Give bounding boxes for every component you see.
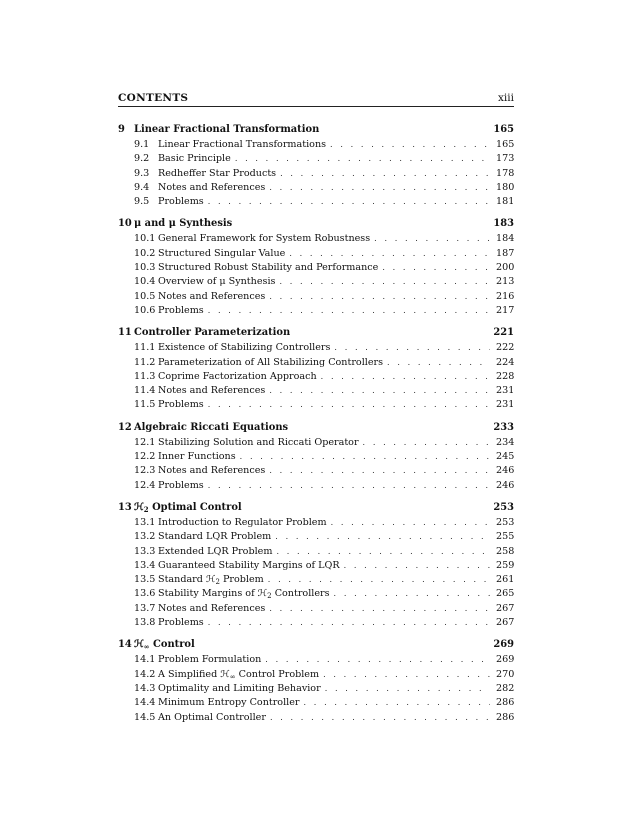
section-page: 245 [496,451,515,463]
sec-title[interactable]: Linear Fractional Transformations [158,139,327,150]
section-number: 14.1 [134,654,156,666]
chapter-page: 165 [493,124,514,135]
dot-leader [330,140,490,149]
section-number: 9.5 [134,196,150,208]
section-number: 12.1 [134,436,156,448]
section-number: 11.2 [134,356,156,368]
sec-title[interactable]: Stabilizing Solution and Riccati Operator [158,436,359,448]
section-page: 259 [496,559,515,571]
sec-title[interactable]: Structured Robust Stability and Performance [158,262,379,274]
dot-leader [334,589,490,598]
dot-leader [363,438,490,447]
sec-title[interactable]: Inner Functions [158,451,236,463]
page-number: xiii [498,92,514,104]
section-page: 261 [496,574,515,586]
chap-title[interactable]: Linear Fractional Transformation [134,124,320,135]
section-number: 12.3 [134,465,156,477]
sec-title[interactable]: Extended LQR Problem [158,545,273,557]
section-entry[interactable] [118,233,514,247]
chapter-entry[interactable] [118,327,514,342]
dot-leader [208,306,490,315]
sec-title[interactable]: General Framework for System Robustness [158,233,371,245]
toc-chapter [118,639,514,725]
section-page: 231 [496,385,515,397]
section-number: 14.2 [134,668,156,680]
title-text-rest: Controllers [271,588,330,600]
dot-leader [374,234,490,243]
section-page: 246 [496,465,515,477]
chapter-number: 9 [118,124,125,135]
section-entry[interactable] [118,588,514,602]
section-page: 234 [496,436,515,448]
title-subscript: ∞ [143,642,150,652]
running-header [118,92,514,104]
chap-title[interactable]: μ and μ Synthesis [134,218,233,230]
sec-title[interactable]: Existence of Stabilizing Controllers [158,342,331,354]
dot-leader [208,481,490,490]
dot-leader [304,698,491,707]
section-page: 178 [496,167,515,179]
chapter-entry[interactable] [118,639,514,654]
toc-chapter [118,502,514,631]
running-header-title: CONTENTS [118,92,189,104]
section-number: 10.1 [134,233,156,245]
title-text: ℋ [134,639,144,651]
sec-title[interactable]: Introduction to Regulator Problem [158,516,327,528]
dot-leader [240,452,490,461]
sec-title[interactable]: Problems [158,196,204,208]
title-text: Standard ℋ [158,574,216,586]
section-page: 216 [496,290,515,302]
chapter-page: 253 [493,501,514,513]
sec-title[interactable]: Redheffer Star Products [158,167,277,179]
section-page: 228 [496,370,515,382]
section-entry[interactable] [118,603,514,617]
sec-title[interactable]: Structured Singular Value [158,247,286,259]
section-number: 13.6 [134,588,156,600]
section-entry[interactable] [118,371,514,385]
section-page: 217 [496,304,515,316]
section-number: 12.2 [134,451,156,463]
section-number: 10.3 [134,262,156,274]
dot-leader [279,277,490,286]
section-entry[interactable] [118,683,514,697]
dot-leader [289,249,490,258]
chapter-page: 221 [493,327,514,339]
dot-leader [334,343,490,352]
section-page: 231 [496,399,515,411]
sec-title[interactable]: Optimality and Limiting Behavior [158,682,321,694]
section-page: 258 [496,545,515,557]
dot-leader [269,386,490,395]
dot-leader [208,197,490,206]
section-page: 224 [496,356,515,368]
chapter-page: 233 [493,421,514,433]
sec-title[interactable]: Coprime Factorization Approach [158,370,317,382]
dot-leader [321,372,490,381]
section-page: 267 [496,602,515,614]
dot-leader [269,604,490,613]
section-number: 9.2 [134,153,150,165]
section-page: 180 [496,181,515,193]
section-number: 13.7 [134,602,156,614]
toc-chapter [118,422,514,494]
section-page: 246 [496,479,515,491]
dot-leader [268,575,490,584]
sec-title[interactable]: Notes and References [158,385,266,397]
section-number: 9.3 [134,167,150,179]
section-number: 11.5 [134,399,156,411]
toc-chapter [118,218,514,319]
sec-title[interactable] [156,669,319,680]
sec-title[interactable]: Problems [158,304,204,316]
section-number: 9.1 [134,139,150,150]
section-entry[interactable] [118,196,514,210]
chapter-entry[interactable] [118,218,514,233]
section-number: 10.6 [134,304,156,316]
section-entry[interactable] [118,560,514,574]
chapter-page: 183 [493,218,514,230]
section-number: 11.4 [134,385,156,397]
sec-title[interactable]: Problems [158,617,204,629]
section-entry[interactable] [118,517,514,531]
section-entry[interactable] [118,262,514,276]
chapter-number: 14 [118,639,132,651]
section-entry[interactable] [118,168,514,182]
section-number: 10.2 [134,247,156,259]
title-text: A Simplified ℋ [158,668,230,680]
section-page: 270 [496,668,515,680]
section-page: 222 [496,342,515,354]
section-number: 13.8 [134,617,156,629]
section-page: 269 [496,654,515,666]
section-page: 213 [496,276,515,288]
chapter-number: 11 [118,327,132,339]
section-entry[interactable] [118,153,514,167]
header-rule [118,106,514,107]
sec-title[interactable] [156,588,330,599]
section-number: 10.4 [134,276,156,288]
section-number: 13.2 [134,531,156,543]
dot-leader [270,713,490,722]
sec-title[interactable]: Problem Formulation [158,654,262,666]
chapter-page: 269 [493,639,514,651]
section-number: 11.1 [134,342,156,354]
chap-title[interactable] [130,639,493,650]
section-entry[interactable] [118,480,514,494]
chap-title[interactable]: Controller Parameterization [134,327,291,339]
section-number: 9.4 [134,181,150,193]
section-entry[interactable] [118,139,514,153]
section-page: 267 [496,617,515,629]
section-number: 13.1 [134,516,156,528]
chapter-entry[interactable] [118,502,514,517]
section-page: 187 [496,247,515,259]
dot-leader [269,292,490,301]
sec-title[interactable]: Notes and References [158,181,266,193]
dot-leader [265,655,490,664]
section-number: 13.5 [134,574,156,586]
title-text: ℋ [134,501,144,513]
sec-title[interactable]: Guaranteed Stability Margins of LQR [158,559,340,571]
section-number: 12.4 [134,479,156,491]
title-subscript: ∞ [229,672,236,681]
section-page: 265 [496,588,515,600]
title-text-rest: Optimal Control [148,501,242,513]
section-entry[interactable] [118,399,514,413]
section-page: 184 [496,233,515,245]
chapter-entry[interactable] [118,124,514,139]
dot-leader [275,532,490,541]
toc-chapter [118,124,514,210]
section-number: 13.3 [134,545,156,557]
dot-leader [269,183,490,192]
sec-title[interactable]: Overview of μ Synthesis [158,276,276,288]
chap-title[interactable]: Algebraic Riccati Equations [134,421,289,433]
section-page: 253 [496,516,515,528]
dot-leader [344,561,490,570]
section-entry[interactable] [118,357,514,371]
section-number: 10.5 [134,290,156,302]
dot-leader [382,263,490,272]
section-entry[interactable] [118,617,514,631]
section-entry[interactable] [118,669,514,683]
dot-leader [269,466,490,475]
sec-title[interactable]: Notes and References [158,290,266,302]
title-text-rest: Control [149,639,195,651]
dot-leader [208,618,490,627]
sec-title[interactable]: Standard LQR Problem [158,531,272,543]
chapter-number: 12 [118,421,132,433]
sec-title[interactable]: Parameterization of All Stabilizing Controllers [158,356,384,368]
chapter-number: 13 [118,501,132,513]
table-of-contents [118,124,514,734]
section-entry[interactable] [118,342,514,356]
chapter-number: 10 [118,218,132,230]
sec-title[interactable]: Notes and References [158,465,266,477]
chapter-entry[interactable] [118,422,514,437]
section-number: 13.4 [134,559,156,571]
dot-leader [276,547,490,556]
section-page: 286 [496,711,515,723]
section-page: 255 [496,531,515,543]
section-entry[interactable] [118,654,514,668]
dot-leader [235,154,490,163]
section-entry[interactable] [118,248,514,262]
section-entry[interactable] [118,276,514,290]
section-page: 282 [496,682,515,694]
dot-leader [208,400,490,409]
dot-leader [331,518,490,527]
section-entry[interactable] [118,437,514,451]
section-page: 181 [496,196,515,208]
sec-title[interactable]: Problems [158,479,204,491]
section-page: 173 [496,153,515,165]
chap-title[interactable] [130,502,493,513]
sec-title[interactable]: Notes and References [158,602,266,614]
section-entry[interactable] [118,291,514,305]
dot-leader [323,670,490,679]
section-entry[interactable] [118,451,514,465]
title-subscript: 2 [267,592,272,601]
dot-leader [325,684,490,693]
section-entry[interactable] [118,182,514,196]
section-entry[interactable] [118,697,514,711]
title-text-rest: Control Problem [235,668,320,680]
section-number: 14.3 [134,682,156,694]
sec-title[interactable]: Problems [158,399,204,411]
section-page: 286 [496,697,515,709]
dot-leader [280,169,490,178]
title-text: Stability Margins of ℋ [158,588,268,600]
toc-chapter [118,327,514,413]
title-subscript: 2 [215,578,220,587]
dot-leader [387,358,490,367]
section-entry[interactable] [118,574,514,588]
section-page: 165 [496,139,515,150]
section-number: 11.3 [134,370,156,382]
section-entry[interactable] [118,465,514,479]
sec-title[interactable] [156,574,264,585]
section-entry[interactable] [118,305,514,319]
section-entry[interactable] [118,546,514,560]
section-entry[interactable] [118,385,514,399]
section-entry[interactable] [118,531,514,545]
sec-title[interactable]: Minimum Entropy Controller [158,697,300,709]
section-entry[interactable] [118,712,514,726]
title-subscript: 2 [143,504,149,514]
sec-title[interactable]: An Optimal Controller [158,711,266,723]
section-number: 14.5 [134,711,156,723]
sec-title[interactable]: Basic Principle [158,153,231,165]
title-text-rest: Problem [219,574,264,586]
section-page: 200 [496,262,515,274]
section-number: 14.4 [134,697,156,709]
